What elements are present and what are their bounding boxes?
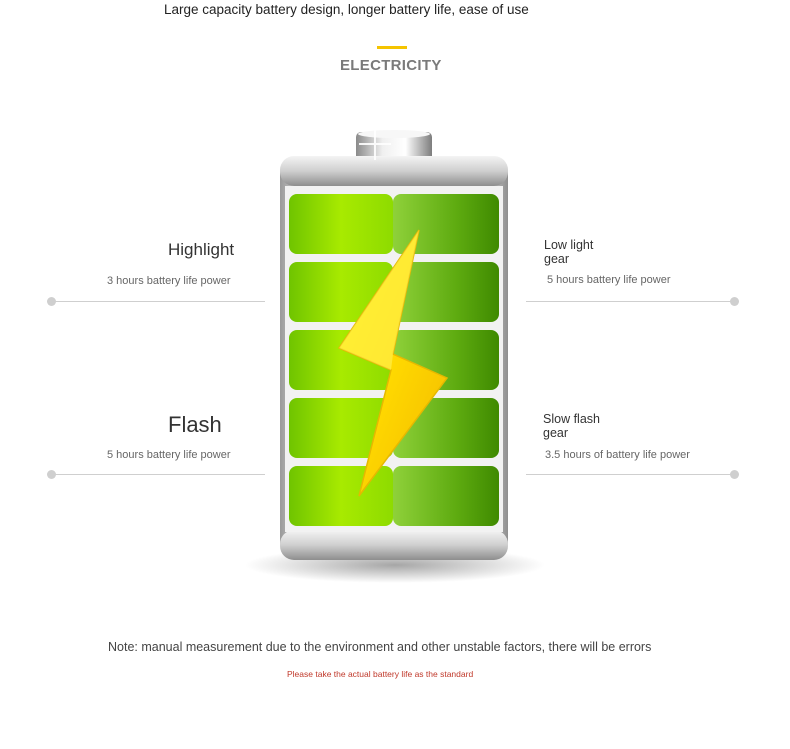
warning-note: Please take the actual battery life as the standard [287,669,474,679]
battery-cell [289,194,499,254]
mode-flash-title: Flash [168,412,222,437]
connector-dot [730,297,739,306]
connector-line [55,301,265,302]
mode-flash-desc: 5 hours battery life power [107,449,231,461]
note-text: Note: manual measurement due to the environment and other unstable factors, there will be errors [108,640,652,654]
mode-slow-flash-title: Slow flash gear [543,412,600,440]
mode-highlight-desc: 3 hours battery life power [107,275,231,287]
connector-dot [730,470,739,479]
mode-highlight-title: Highlight [168,240,235,259]
accent-bar [377,46,407,49]
connector-line [526,474,734,475]
connector-line [55,474,265,475]
battery-cell [289,466,499,526]
battery-icon [235,120,555,590]
mode-low-light-desc: 5 hours battery life power [547,274,671,286]
headline: Large capacity battery design, longer battery life, ease of use [164,2,529,17]
mode-slow-flash-desc: 3.5 hours of battery life power [545,449,690,461]
connector-line [526,301,734,302]
mode-low-light-title: Low light gear [544,238,594,266]
section-title: ELECTRICITY [340,57,442,74]
